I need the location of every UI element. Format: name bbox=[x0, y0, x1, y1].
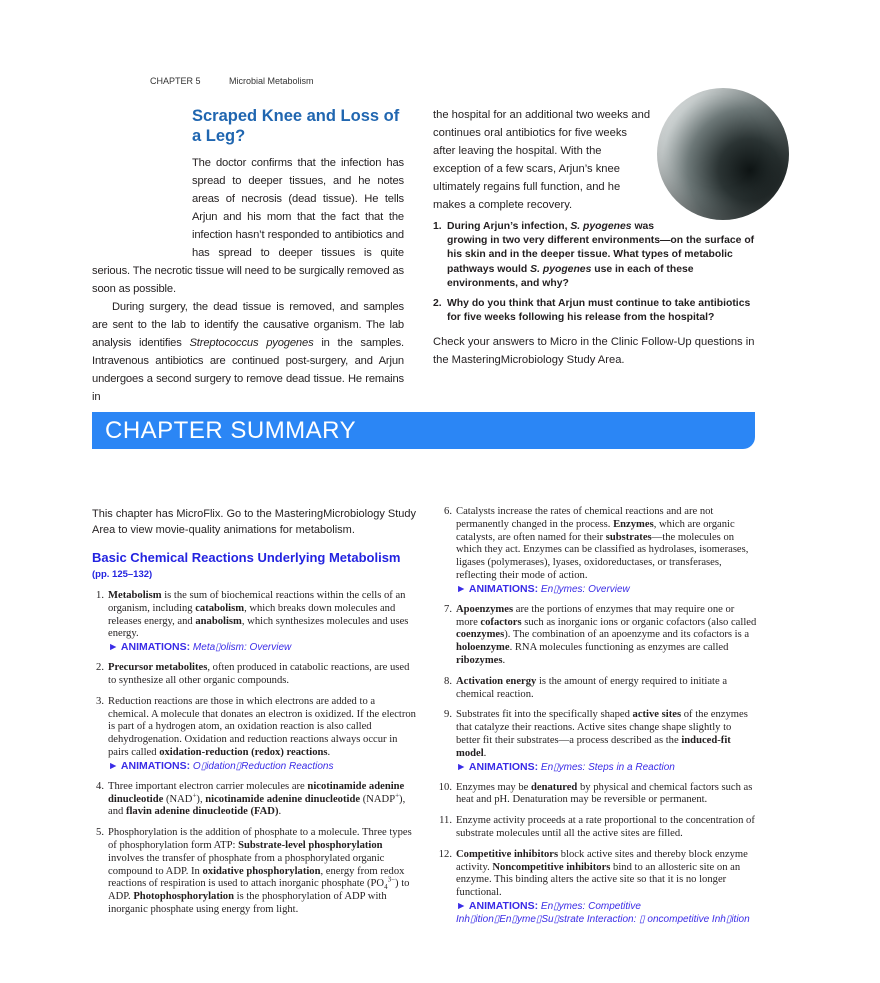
summary-item bbox=[438, 849, 758, 926]
summary-item bbox=[92, 827, 418, 917]
clinic-paragraph: the hospital for an additional two weeks and continues oral antibiotics for five weeks after leaving the hospital. With the exception of a few scars, Arjun’s knee ultimately regains full function, and he makes a complete recovery. bbox=[433, 109, 651, 211]
question-item bbox=[433, 297, 759, 325]
text-run: oxidative phosphorylation bbox=[202, 865, 321, 877]
summary-item bbox=[438, 782, 758, 808]
animation-title: En▯ymes: Competitive Inh▯ition▯En▯yme▯Su▯strate Interaction: ▯ oncompetitive Inh▯ition bbox=[456, 900, 750, 925]
summary-item bbox=[92, 781, 418, 819]
summary-list bbox=[92, 590, 418, 917]
clinic-paragraph: During surgery, the dead tissue is removed, and samples are sent to the lab to identify the causative organism. The lab analysis identifies Streptococcus pyogenes in the samples. Intravenous antibiotics are continued post-surgery, and Arjun undergoes a second surgery to remove dead tissue. He remains in bbox=[92, 301, 404, 403]
clinic-left-column bbox=[92, 106, 404, 406]
section-heading bbox=[92, 550, 418, 582]
text-run: 3− bbox=[387, 875, 396, 884]
text-run: Substrate-level phosphorylation bbox=[238, 839, 383, 851]
animation-link[interactable] bbox=[456, 761, 758, 774]
summary-list bbox=[438, 506, 758, 926]
text-run: anabolism bbox=[195, 615, 242, 627]
question-number: 1. bbox=[433, 221, 442, 232]
summary-item bbox=[438, 676, 758, 702]
text-run: S. pyogenes bbox=[570, 221, 632, 232]
running-head bbox=[150, 76, 340, 86]
text-run: Competitive inhibitors bbox=[456, 848, 559, 860]
item-number: 4. bbox=[96, 780, 104, 792]
section-pages: (pp. 125–132) bbox=[92, 569, 153, 580]
animation-link[interactable] bbox=[108, 760, 418, 773]
question-number: 2. bbox=[433, 298, 442, 310]
text-run: Enzymes bbox=[613, 518, 654, 530]
summary-item bbox=[92, 662, 418, 688]
item-number: 1. bbox=[96, 590, 104, 601]
text-run: cofactors bbox=[480, 616, 522, 628]
check-answers-text: Check your answers to Micro in the Clinic Follow-Up questions in the MasteringMicrobiology Study Area. bbox=[433, 336, 755, 367]
item-text: Enzymes may be denatured by physical and chemical factors such as heat and pH. Denaturation may be reversible or permanent. bbox=[456, 781, 753, 806]
text-run: coenzymes bbox=[456, 629, 505, 641]
text-run: S. pyogenes bbox=[530, 263, 592, 275]
animation-link[interactable] bbox=[108, 641, 418, 654]
animations-label: ► ANIMATIONS: bbox=[456, 582, 539, 595]
animations-label: ► ANIMATIONS: bbox=[108, 759, 191, 772]
text-run: Apoenzymes bbox=[456, 603, 514, 615]
item-number: 7. bbox=[444, 603, 452, 615]
animation-title: O▯idation▯Reduction Reactions bbox=[192, 760, 334, 772]
summary-left-column bbox=[92, 506, 418, 925]
item-text: Metabolism is the sum of biochemical reactions within the cells of an organism, including catabolism, which breaks down molecules and releases energy, and anabolism, which synthesizes molecules and uses energy. bbox=[108, 590, 409, 640]
text-run: Photophosphorylation bbox=[133, 891, 234, 903]
animation-title: Meta▯olism: Overview bbox=[192, 642, 292, 654]
item-number: 5. bbox=[96, 827, 104, 839]
animations-label: ► ANIMATIONS: bbox=[456, 760, 539, 773]
item-number: 10. bbox=[438, 781, 452, 793]
item-text: Activation energy is the amount of energy required to initiate a chemical reaction. bbox=[456, 675, 728, 700]
summary-right-column bbox=[438, 506, 758, 934]
text-run: oxidation-reduction (redox) reactions bbox=[159, 746, 328, 758]
item-text: Three important electron carrier molecules are nicotinamide adenine dinucleotide (NAD+), nicotinamide adenine dinucleotide (NADP+), and flavin adenine dinucleotide (FAD). bbox=[108, 780, 406, 818]
item-text: Apoenzymes are the portions of enzymes that may require one or more cofactors such as inorganic ions or organic cofactors (also called coenzymes). The combination of an apoenzyme and its cofactors is a holoenzyme. RNA molecules functioning as enzymes are called ribozymes. bbox=[456, 603, 757, 666]
text-run: holoenzyme bbox=[456, 642, 510, 654]
text-run: 4 bbox=[384, 883, 388, 892]
item-number: 11. bbox=[439, 815, 452, 827]
item-text: Phosphorylation is the addition of phosphate to a molecule. Three types of phosphorylation form ATP: Substrate-level phosphorylation involves the transfer of phosphate from a phosphorylated organic compound to ADP. In oxidative phosphorylation, energy from redox reactions of respiration is used to attach inorganic phosphate $(PO_4^{3-})$ to ADP. Photophosphorylation is the phosphorylation of ADP with inorganic phosphate using energy from light. bbox=[108, 827, 412, 915]
section-title: Basic Chemical Reactions Underlying Metabolism bbox=[92, 550, 401, 565]
clinic-questions bbox=[433, 220, 759, 325]
clinic-right-column bbox=[433, 106, 759, 369]
item-number: 2. bbox=[96, 662, 104, 674]
summary-intro: This chapter has MicroFlix. Go to the MasteringMicrobiology Study Area to view movie-quality animations for metabolism. bbox=[92, 508, 417, 536]
text-run: + bbox=[192, 791, 197, 800]
item-text: Precursor metabolites, often produced in catabolic reactions, are used to synthesize all other organic compounds. bbox=[108, 662, 410, 686]
text-run: active sites bbox=[632, 709, 682, 721]
text-run: induced-fit model bbox=[456, 734, 731, 759]
clinic-paragraph: The doctor confirms that the infection has spread to deeper tissues, and he notes areas of necrosis (dead tissue). He tells Arjun and his mom that the fact that the infection hasn’t responded to antibiotics and has spread to deeper tissues is quite serious. The necrotic tissue will need to be surgically removed as soon as possible. bbox=[92, 157, 404, 295]
animations-label: ► ANIMATIONS: bbox=[108, 641, 191, 654]
animation-link[interactable] bbox=[456, 583, 758, 596]
item-number: 3. bbox=[96, 695, 104, 707]
text-run: flavin adenine dinucleotide (FAD) bbox=[125, 806, 279, 818]
animation-title: En▯ymes: Overview bbox=[540, 583, 630, 595]
clinic-section bbox=[92, 106, 760, 406]
item-number: 8. bbox=[444, 675, 452, 687]
summary-section bbox=[92, 506, 760, 934]
banner-title: CHAPTER SUMMARY bbox=[105, 417, 357, 444]
text-run: substrates bbox=[605, 531, 652, 543]
question-text: Why do you think that Arjun must continue to take antibiotics for five weeks following his release from the hospital? bbox=[447, 298, 751, 324]
text-run: + bbox=[395, 791, 400, 800]
summary-item bbox=[438, 815, 758, 841]
text-run: nicotinamide adenine dinucleotide bbox=[205, 793, 361, 805]
animations-label: ► ANIMATIONS: bbox=[456, 899, 539, 912]
item-number: 9. bbox=[444, 709, 452, 721]
chapter-number: CHAPTER 5 bbox=[150, 76, 201, 86]
summary-item bbox=[92, 590, 418, 654]
chapter-title: Microbial Metabolism bbox=[229, 76, 314, 86]
item-text: Enzyme activity proceeds at a rate proportional to the concentration of substrate molecules until all the active sites are filled. bbox=[456, 815, 755, 839]
summary-item bbox=[438, 709, 758, 773]
item-text: Reduction reactions are those in which electrons are added to a chemical. A molecule that donates an electron is oxidized. If the electron is part of a hydrogen atom, an oxidation reaction is also called dehydrogenation. Oxidation and reduction reactions always occur in pairs called oxidation-reduction (redox) reactions. bbox=[108, 695, 416, 758]
page-body bbox=[92, 106, 760, 934]
summary-item bbox=[438, 604, 758, 668]
sphere-image bbox=[657, 88, 789, 220]
item-text: Competitive inhibitors block active sites and thereby block enzyme activity. Noncompetitive inhibitors bind to an allosteric site on an enzyme. This binding alters the active site so that it is no longer functional. bbox=[456, 848, 748, 899]
text-run: nicotinamide adenine dinucleotide bbox=[108, 780, 405, 805]
item-text: Catalysts increase the rates of chemical reactions and are not permanently changed in the process. Enzymes, which are organic catalysts, are often named for their substrates—the molecules on which they act. Enzymes can be classified as hydrolases, isomerases, ligases (polymerases), lyases, oxidoreductases, or transferases, reflecting their mode of action. bbox=[456, 506, 749, 581]
text-run: ribozymes bbox=[456, 654, 503, 666]
animation-title: En▯ymes: Steps in a Reaction bbox=[540, 761, 675, 773]
text-run: Activation energy bbox=[456, 675, 537, 687]
question-item bbox=[433, 220, 759, 291]
item-text: Substrates fit into the specifically shaped active sites of the enzymes that catalyze their reactions. Active sites change shape slightly to better fit their substrates—a process described as the induced-fit model. bbox=[456, 709, 748, 759]
text-run: Precursor metabolites bbox=[108, 662, 208, 674]
text-run: Metabolism bbox=[108, 590, 162, 601]
summary-item bbox=[92, 696, 418, 773]
item-number: 12. bbox=[438, 848, 452, 860]
text-run: catabolism bbox=[195, 602, 245, 614]
summary-item bbox=[438, 506, 758, 596]
question-text: During Arjun’s infection, S. pyogenes was growing in two very different environments—on the surface of his skin and in the deeper tissue. What types of metabolic pathways would S. pyogenes use in each of these environments, and why? bbox=[447, 221, 755, 289]
animation-link[interactable] bbox=[456, 900, 758, 926]
chapter-summary-banner bbox=[92, 412, 755, 449]
text-run: Noncompetitive inhibitors bbox=[492, 861, 611, 873]
text-run: denatured bbox=[531, 781, 578, 793]
text-run: Streptococcus pyogenes bbox=[189, 337, 314, 349]
clinic-title: Scraped Knee and Loss of a Leg? bbox=[192, 107, 400, 145]
item-number: 6. bbox=[444, 506, 452, 517]
